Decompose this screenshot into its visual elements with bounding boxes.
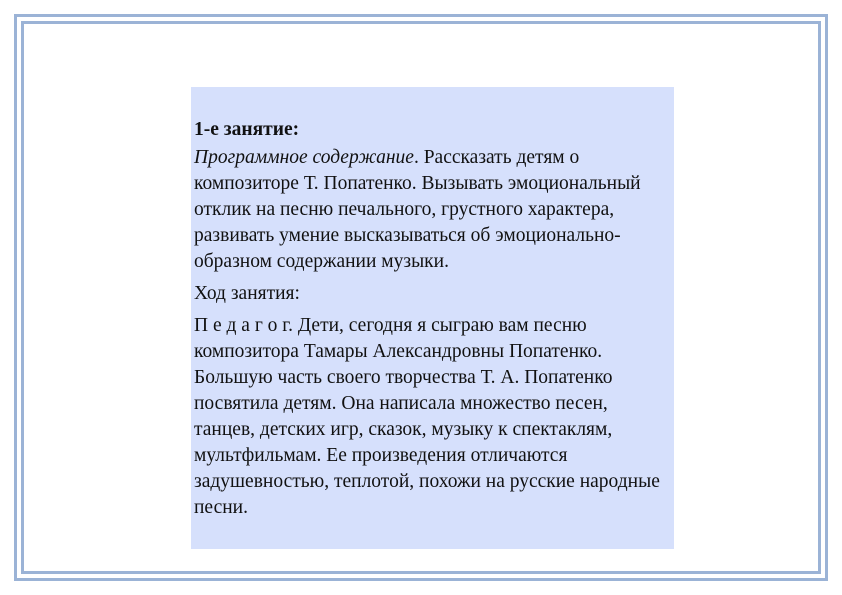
program-label: Программное содержание xyxy=(194,147,414,168)
program-text: . Рассказать детям о композиторе Т. Попатенко. Вызывать эмоциональный отклик на песню печального, грустного характера, развивать умение высказываться об эмоционально-образном содержании музыки. xyxy=(194,147,641,272)
teacher-label: П е д а г о г. xyxy=(194,315,293,336)
course-label: Ход занятия: xyxy=(194,283,300,304)
teacher-paragraph xyxy=(194,313,668,521)
teacher-text: Дети, сегодня я сыграю вам песню композитора Тамары Александровны Попатенко. Большую часть своего творчества Т. А. Попатенко посвятила детям. Она написала множество песен, танцев, детских игр, сказок, музыку к спектаклям, мультфильмам. Ее произведения отличаются задушевностью, теплотой, похожи на русские народные песни. xyxy=(194,315,660,518)
program-paragraph xyxy=(194,145,668,275)
lesson-heading: 1-е занятие: xyxy=(194,119,300,140)
lesson-text-box xyxy=(191,87,674,549)
